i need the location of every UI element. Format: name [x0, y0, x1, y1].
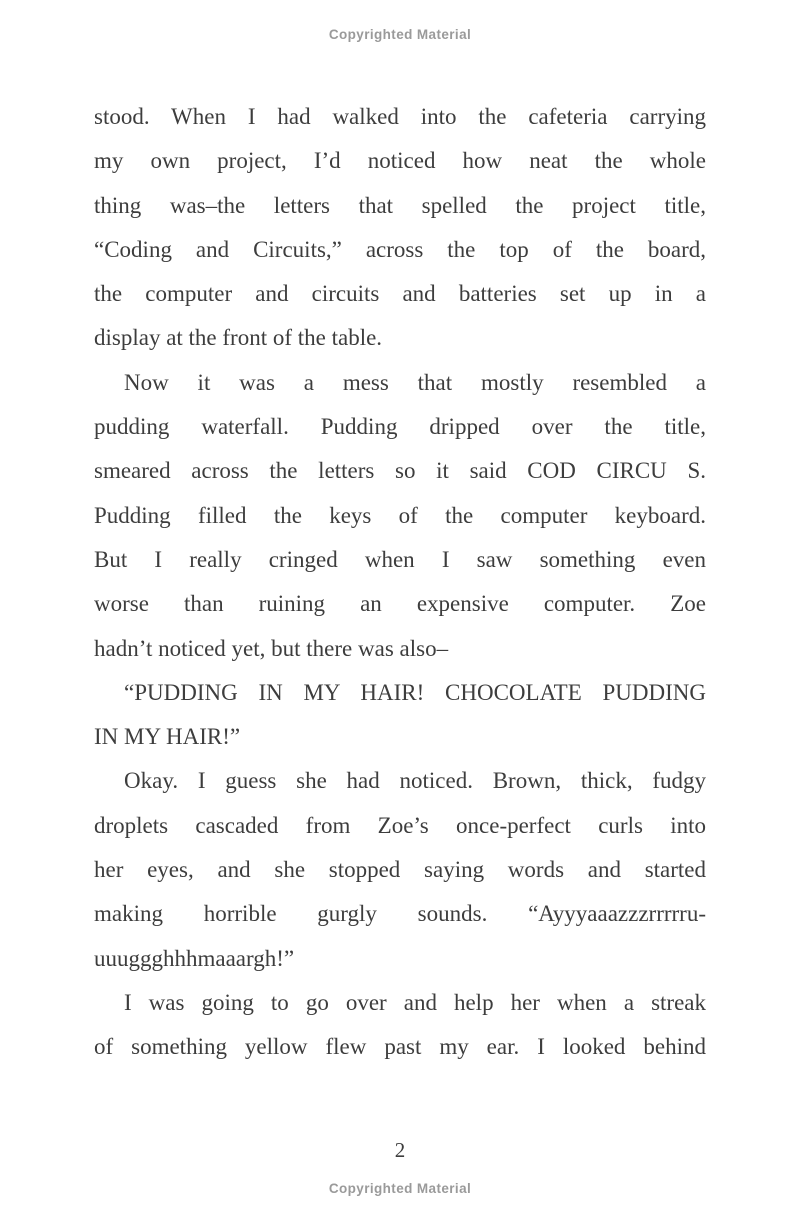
- text-line: hadn’t noticed yet, but there was also–: [94, 635, 449, 661]
- text-line: IN MY HAIR!”: [94, 724, 241, 750]
- copyright-notice-bottom: Copyrighted Material: [328, 1181, 472, 1196]
- copyright-notice-top: Copyrighted Material: [328, 27, 472, 42]
- text-line: But I really cringed when I saw something even: [94, 546, 706, 572]
- text-line: display at the front of the table.: [94, 325, 383, 351]
- text-line: the computer and circuits and batteries set up in a: [94, 281, 706, 307]
- text-line: Pudding filled the keys of the computer keyboard.: [94, 502, 706, 528]
- text-line: I was going to go over and help her when a streak: [124, 989, 706, 1015]
- text-line: “PUDDING IN MY HAIR! CHOCOLATE PUDDING: [124, 679, 706, 705]
- page-number: 2: [394, 1138, 406, 1162]
- text-line: droplets cascaded from Zoe’s once-perfect curls into: [94, 812, 706, 838]
- body-text: [94, 95, 706, 1070]
- text-line: making horrible gurgly sounds. “Ayyyaaazzzrrrrru-: [94, 901, 706, 927]
- text-line: Now it was a mess that mostly resembled a: [124, 369, 706, 395]
- text-line: worse than ruining an expensive computer. Zoe: [94, 591, 706, 617]
- text-line: Okay. I guess she had noticed. Brown, thick, fudgy: [124, 768, 706, 794]
- text-line: smeared across the letters so it said COD CIRCU S.: [94, 458, 706, 484]
- text-line: pudding waterfall. Pudding dripped over the title,: [94, 414, 706, 440]
- text-line: thing was–the letters that spelled the project title,: [94, 192, 706, 218]
- text-line: her eyes, and she stopped saying words and started: [94, 857, 706, 883]
- text-line: of something yellow flew past my ear. I looked behind: [94, 1034, 706, 1060]
- text-line: “Coding and Circuits,” across the top of the board,: [94, 236, 706, 262]
- text-line: my own project, I’d noticed how neat the whole: [94, 148, 706, 174]
- text-line: uuuggghhhmaaargh!”: [94, 945, 295, 971]
- text-line: stood. When I had walked into the cafeteria carrying: [94, 104, 706, 129]
